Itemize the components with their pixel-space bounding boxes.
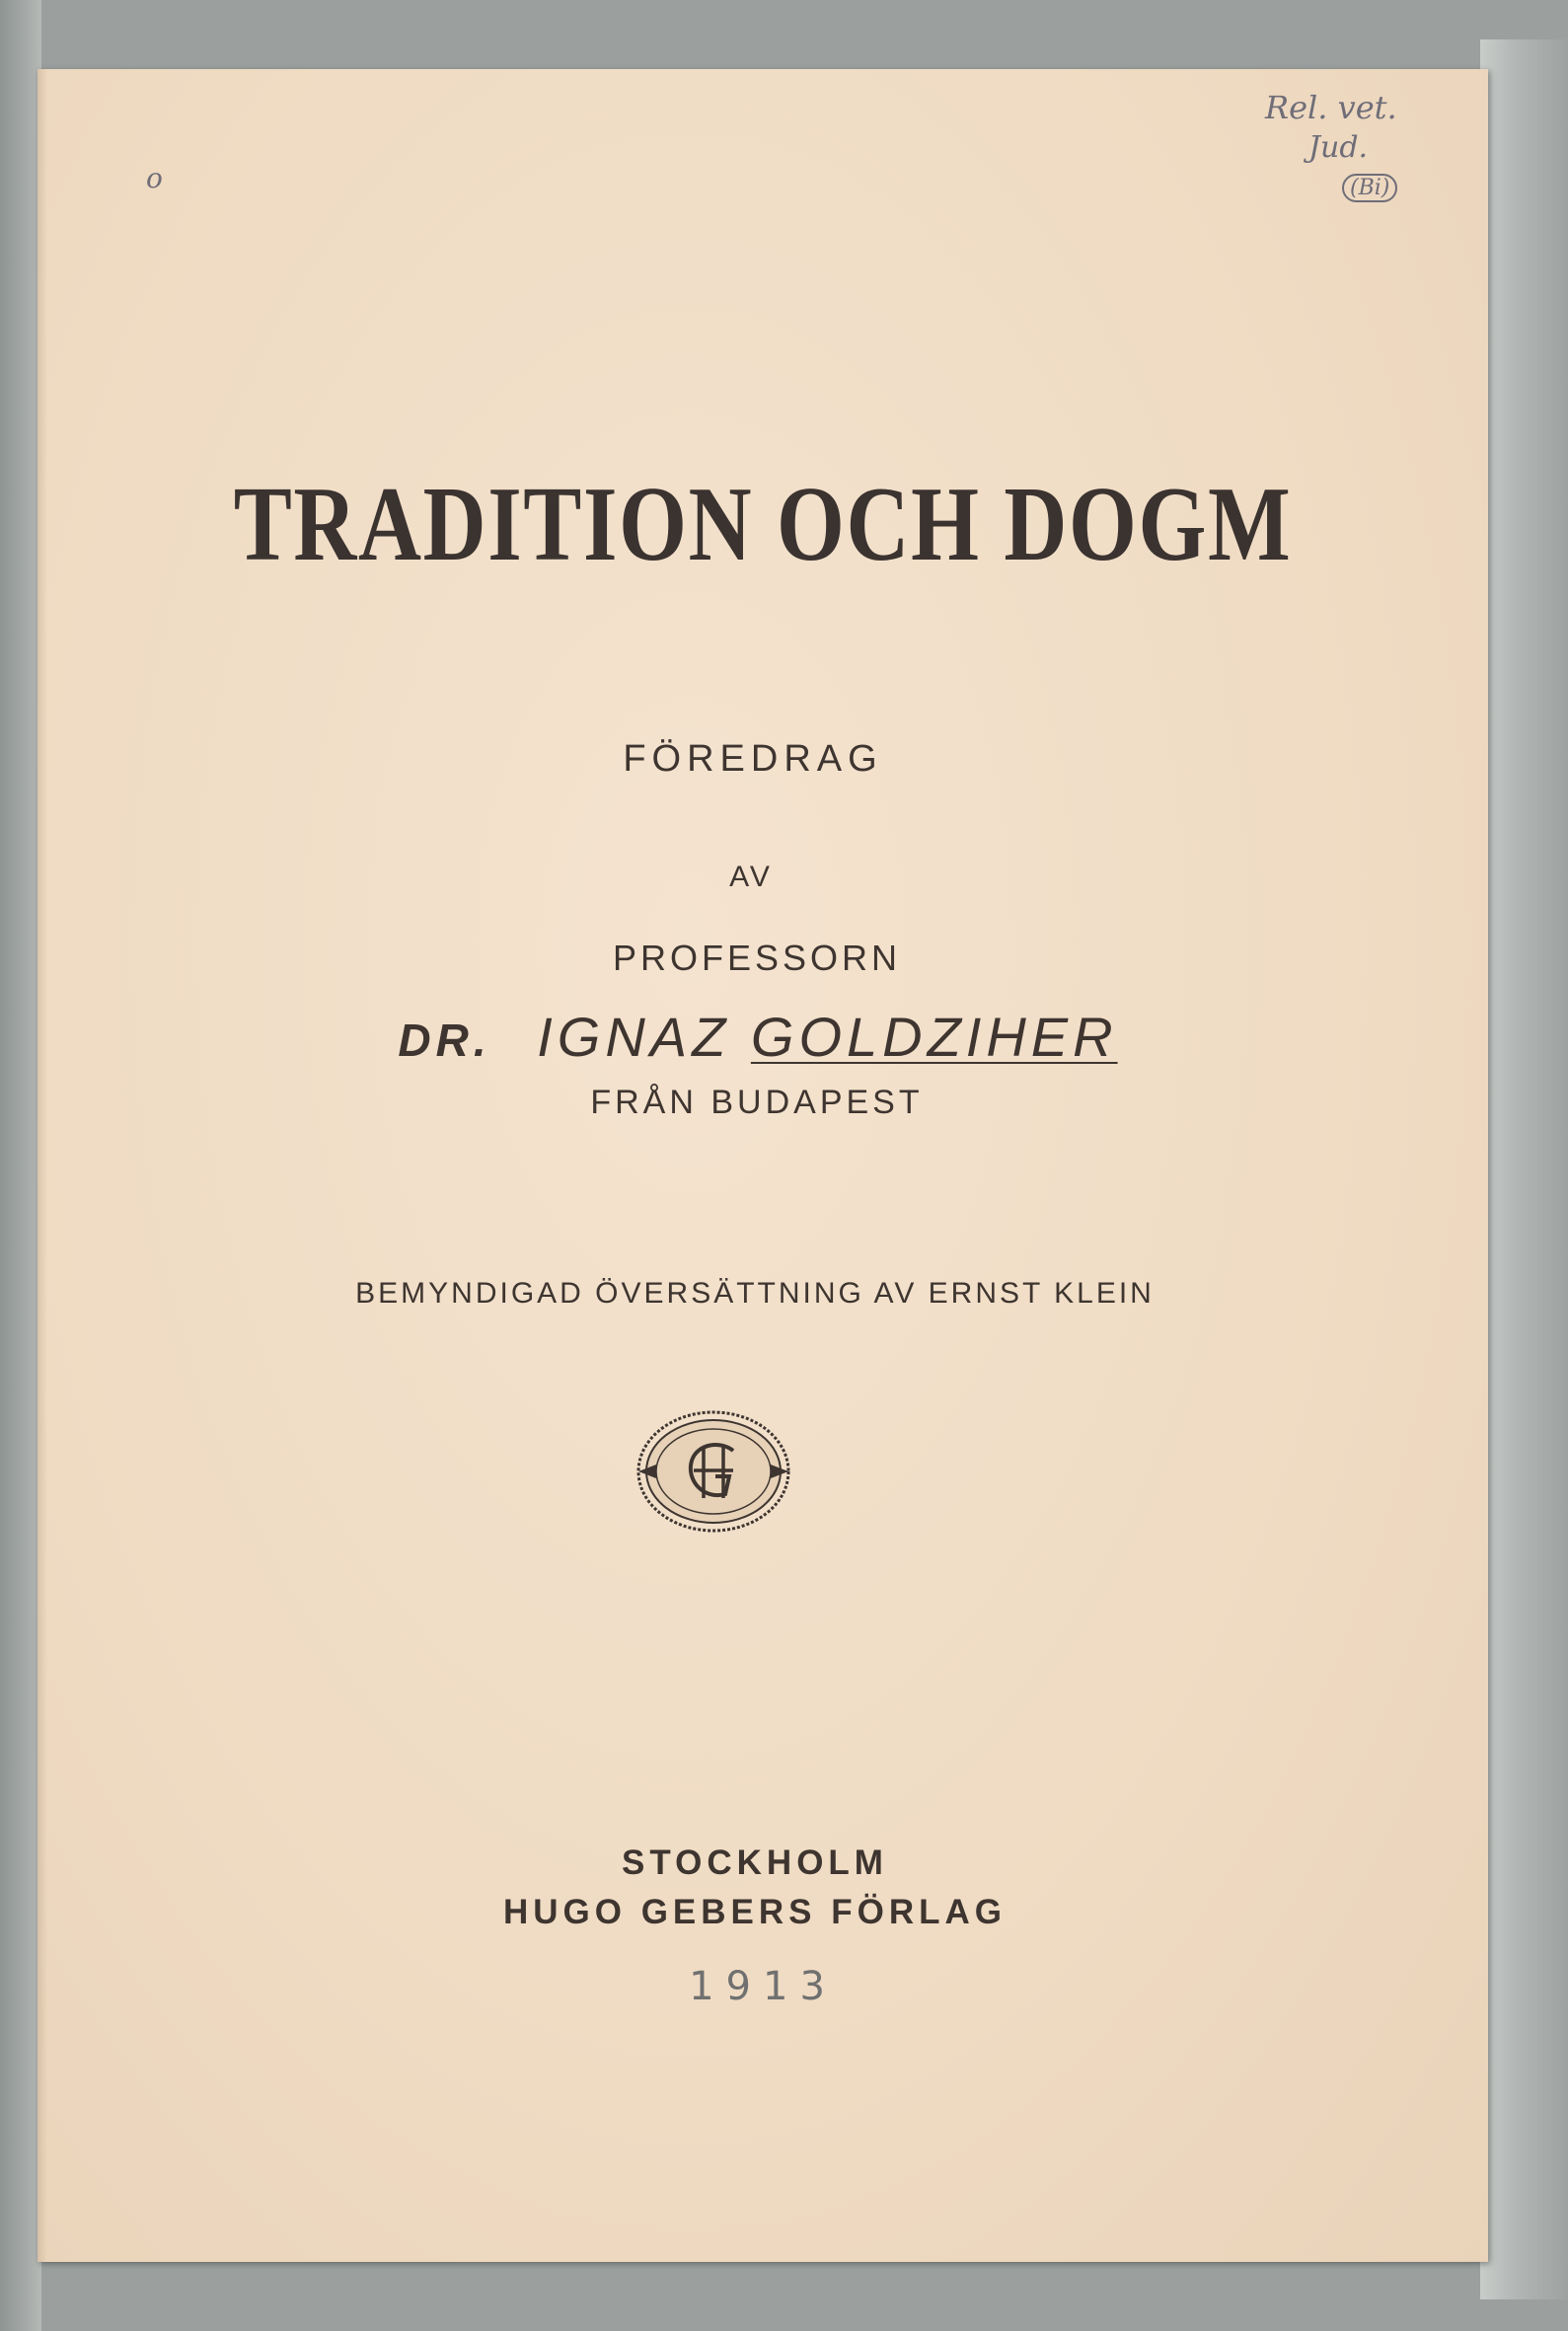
author-rank: PROFESSORN bbox=[612, 938, 902, 978]
binding-board-right bbox=[1480, 39, 1568, 2299]
publisher-name: HUGO GEBERS FÖRLAG bbox=[502, 1893, 1008, 1931]
translation-note: BEMYNDIGAD ÖVERSÄTTNING AV ERNST KLEIN bbox=[355, 1277, 1155, 1310]
handwritten-note-3: (Bi) bbox=[1342, 174, 1397, 202]
by-line: AV bbox=[729, 861, 773, 893]
author-first-name: IGNAZ bbox=[537, 1006, 731, 1068]
handwritten-year: 1913 bbox=[689, 1964, 837, 2009]
binding-board-left bbox=[0, 0, 41, 2331]
publisher-emblem-icon bbox=[635, 1407, 792, 1536]
handwritten-note-1: Rel. vet. bbox=[1265, 89, 1397, 126]
author-name bbox=[33, 1005, 1483, 1069]
author-last-name: GOLDZIHER bbox=[750, 1006, 1118, 1068]
handwritten-mark: o bbox=[146, 162, 163, 194]
handwritten-note-2: Jud. bbox=[1308, 130, 1369, 165]
author-prefix: DR. bbox=[398, 1015, 491, 1066]
author-origin: FRÅN BUDAPEST bbox=[590, 1084, 924, 1121]
title-page bbox=[37, 69, 1488, 2262]
publication-place: STOCKHOLM bbox=[622, 1843, 888, 1882]
subtitle: FÖREDRAG bbox=[623, 738, 883, 780]
book-title: TRADITION OCH DOGM bbox=[233, 466, 1293, 583]
